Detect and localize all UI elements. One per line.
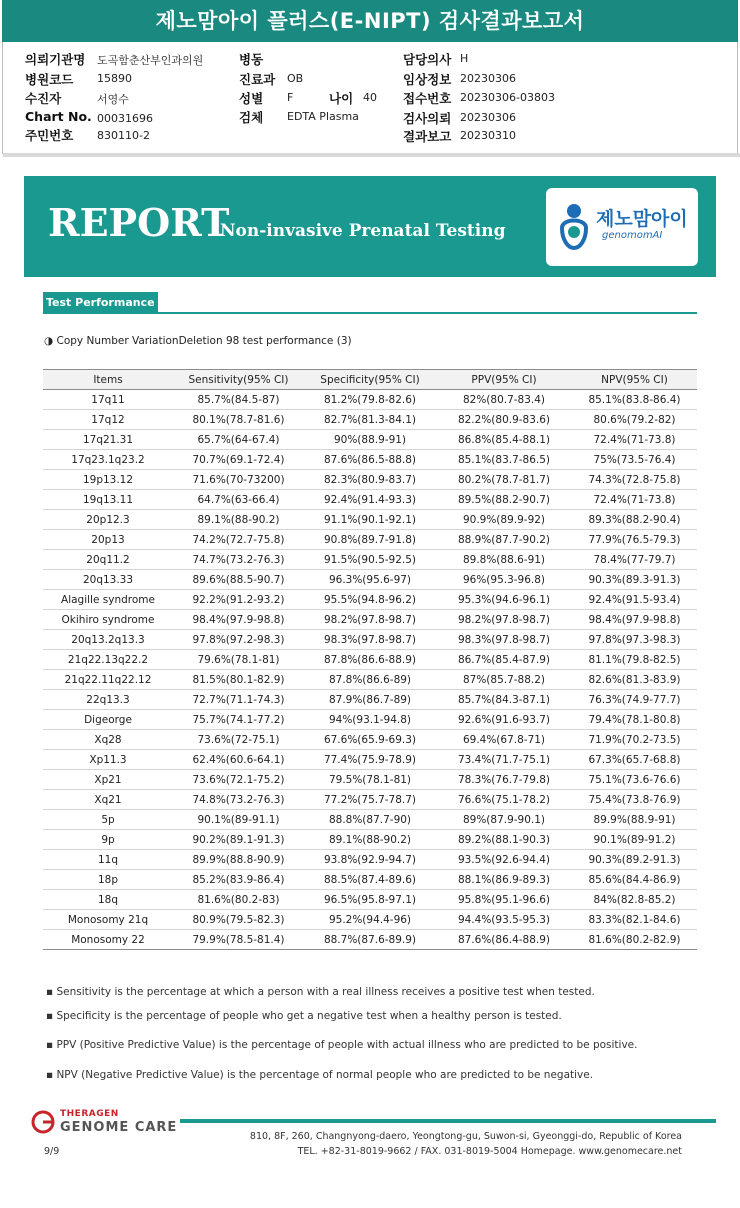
info-label: 임상정보 [403,72,452,87]
table-header-row [43,370,697,390]
table-row [43,570,697,590]
row-metric-value: 87.6%(86.5-88.8) [304,450,436,470]
banner-report-text: REPORT [48,200,230,245]
row-metric-value: 98.2%(97.8-98.7) [436,610,572,630]
row-item-label: Monosomy 22 [43,930,173,950]
row-metric-value: 74.3%(72.8-75.8) [572,470,697,490]
row-metric-value: 90.1%(89-91.1) [173,810,304,830]
row-metric-value: 67.3%(65.7-68.8) [572,750,697,770]
row-metric-value: 95.3%(94.6-96.1) [436,590,572,610]
page-number: 9/9 [44,1146,60,1157]
row-metric-value: 75.7%(74.1-77.2) [173,710,304,730]
row-metric-value: 79.6%(78.1-81) [173,650,304,670]
row-metric-value: 73.6%(72.1-75.2) [173,770,304,790]
row-item-label: 19q13.11 [43,490,173,510]
row-item-label: Xq28 [43,730,173,750]
theragen-logo-mark [30,1109,60,1135]
row-metric-value: 81.5%(80.1-82.9) [173,670,304,690]
info-box-shadow [3,153,740,157]
row-metric-value: 81.1%(79.8-82.5) [572,650,697,670]
row-metric-value: 75.1%(73.6-76.6) [572,770,697,790]
info-label: 주민번호 [25,128,74,143]
row-metric-value: 85.1%(83.7-86.5) [436,450,572,470]
row-metric-value: 74.7%(73.2-76.3) [173,550,304,570]
table-row [43,650,697,670]
table-subtitle: ◑ Copy Number VariationDeletion 98 test performance (3) [44,335,352,347]
row-item-label: 20q13.2q13.3 [43,630,173,650]
table-row [43,850,697,870]
row-metric-value: 72.7%(71.1-74.3) [173,690,304,710]
row-metric-value: 96%(95.3-96.8) [436,570,572,590]
row-metric-value: 89.1%(88-90.2) [173,510,304,530]
section-tab-test-performance: Test Performance [43,292,158,313]
table-row [43,670,697,690]
row-metric-value: 76.3%(74.9-77.7) [572,690,697,710]
row-metric-value: 81.2%(79.8-82.6) [304,390,436,410]
row-metric-value: 90.3%(89.2-91.3) [572,850,697,870]
row-metric-value: 89%(87.9-90.1) [436,810,572,830]
table-row [43,870,697,890]
logo-english-text: genomomAI [602,230,663,241]
info-label: 병원코드 [25,72,74,87]
row-item-label: Okihiro syndrome [43,610,173,630]
row-item-label: 18q [43,890,173,910]
row-metric-value: 77.9%(76.5-79.3) [572,530,697,550]
row-metric-value: 85.7%(84.3-87.1) [436,690,572,710]
row-metric-value: 96.5%(95.8-97.1) [304,890,436,910]
row-metric-value: 73.4%(71.7-75.1) [436,750,572,770]
row-metric-value: 85.7%(84.5-87) [173,390,304,410]
row-metric-value: 88.8%(87.7-90) [304,810,436,830]
row-metric-value: 82.3%(80.9-83.7) [304,470,436,490]
row-item-label: 21q22.13q22.2 [43,650,173,670]
row-item-label: Xp21 [43,770,173,790]
genomom-logo [546,188,698,266]
row-item-label: 21q22.11q22.12 [43,670,173,690]
row-metric-value: 85.2%(83.9-86.4) [173,870,304,890]
info-value: F [287,91,294,104]
table-row [43,750,697,770]
row-item-label: 22q13.3 [43,690,173,710]
info-value: 20230306-03803 [460,91,555,104]
row-item-label: 17q23.1q23.2 [43,450,173,470]
footer-logo-top: THERAGEN [60,1109,119,1119]
row-metric-value: 97.8%(97.2-98.3) [173,630,304,650]
logo-korean-text: 제노맘아이 [596,208,688,230]
table-row [43,510,697,530]
row-item-label: Xp11.3 [43,750,173,770]
row-item-label: 17q11 [43,390,173,410]
row-metric-value: 86.7%(85.4-87.9) [436,650,572,670]
row-metric-value: 90.1%(89-91.2) [572,830,697,850]
row-metric-value: 90.8%(89.7-91.8) [304,530,436,550]
row-metric-value: 77.2%(75.7-78.7) [304,790,436,810]
table-row [43,470,697,490]
row-metric-value: 93.8%(92.9-94.7) [304,850,436,870]
row-item-label: 20q11.2 [43,550,173,570]
banner-subtitle: Non-invasive Prenatal Testing [220,221,506,241]
column-header: Sensitivity(95% CI) [173,370,304,390]
row-metric-value: 90.3%(89.3-91.3) [572,570,697,590]
row-item-label: 18p [43,870,173,890]
age-label: 나이 [329,91,354,106]
table-row [43,390,697,410]
info-value: 00031696 [97,112,153,125]
genomom-mother-icon [556,202,592,252]
row-metric-value: 79.5%(78.1-81) [304,770,436,790]
row-metric-value: 80.2%(78.7-81.7) [436,470,572,490]
row-metric-value: 87%(85.7-88.2) [436,670,572,690]
info-label: 담당의사 [403,52,452,67]
info-label: 성별 [239,91,264,106]
row-metric-value: 71.6%(70-73200) [173,470,304,490]
table-row [43,790,697,810]
table-row [43,410,697,430]
table-row [43,890,697,910]
row-metric-value: 79.9%(78.5-81.4) [173,930,304,950]
note-npv: ▪ NPV (Negative Predictive Value) is the percentage of normal people who are predicted to be negative. [46,1069,594,1081]
row-metric-value: 90.9%(89.9-92) [436,510,572,530]
row-metric-value: 94.4%(93.5-95.3) [436,910,572,930]
row-item-label: Digeorge [43,710,173,730]
row-metric-value: 98.4%(97.9-98.8) [173,610,304,630]
info-value: 830110-2 [97,129,150,142]
info-value: H [460,52,469,65]
row-metric-value: 87.8%(86.6-88.9) [304,650,436,670]
row-metric-value: 82.6%(81.3-83.9) [572,670,697,690]
table-row [43,550,697,570]
info-label: 결과보고 [403,129,452,144]
row-metric-value: 92.2%(91.2-93.2) [173,590,304,610]
row-metric-value: 88.5%(87.4-89.6) [304,870,436,890]
row-metric-value: 85.6%(84.4-86.9) [572,870,697,890]
performance-table [43,369,697,950]
info-label: 검사의뢰 [403,111,452,126]
row-metric-value: 88.9%(87.7-90.2) [436,530,572,550]
row-metric-value: 92.4%(91.4-93.3) [304,490,436,510]
row-item-label: 19p13.12 [43,470,173,490]
row-metric-value: 94%(93.1-94.8) [304,710,436,730]
info-label: 병동 [239,52,264,67]
row-metric-value: 71.9%(70.2-73.5) [572,730,697,750]
row-metric-value: 82.7%(81.3-84.1) [304,410,436,430]
row-metric-value: 75%(73.5-76.4) [572,450,697,470]
row-metric-value: 81.6%(80.2-82.9) [572,930,697,950]
row-metric-value: 91.5%(90.5-92.5) [304,550,436,570]
note-ppv: ▪ PPV (Positive Predictive Value) is the percentage of people with actual illness who are predicted to be positive. [46,1039,638,1051]
info-value: 20230306 [460,111,516,124]
row-metric-value: 91.1%(90.1-92.1) [304,510,436,530]
row-item-label: Monosomy 21q [43,910,173,930]
row-metric-value: 80.1%(78.7-81.6) [173,410,304,430]
row-metric-value: 77.4%(75.9-78.9) [304,750,436,770]
info-value: 15890 [97,72,132,85]
section-divider [43,312,697,314]
row-metric-value: 74.8%(73.2-76.3) [173,790,304,810]
footer-logo-bottom: GENOME CARE [60,1120,178,1135]
row-item-label: 20p12.3 [43,510,173,530]
table-row [43,710,697,730]
column-header: Items [43,370,173,390]
table-row [43,490,697,510]
row-item-label: 20q13.33 [43,570,173,590]
footer-divider [180,1119,716,1123]
table-row [43,590,697,610]
footer-contact: TEL. +82-31-8019-9662 / FAX. 031-8019-5004 Homepage. www.genomecare.net [297,1146,682,1157]
row-metric-value: 82.2%(80.9-83.6) [436,410,572,430]
row-metric-value: 72.4%(71-73.8) [572,430,697,450]
row-item-label: 9p [43,830,173,850]
info-label: 수진자 [25,91,62,106]
info-value: 서영수 [97,93,129,106]
patient-info-box [2,42,738,154]
report-banner [24,176,716,277]
table-row [43,830,697,850]
row-metric-value: 90.2%(89.1-91.3) [173,830,304,850]
row-item-label: 20p13 [43,530,173,550]
row-item-label: 5p [43,810,173,830]
info-label: 검체 [239,110,264,125]
table-row [43,930,697,950]
row-metric-value: 88.1%(86.9-89.3) [436,870,572,890]
row-item-label: 17q21.31 [43,430,173,450]
row-metric-value: 89.9%(88.9-91) [572,810,697,830]
info-value: 20230310 [460,129,516,142]
row-item-label: 17q12 [43,410,173,430]
row-metric-value: 80.9%(79.5-82.3) [173,910,304,930]
row-metric-value: 98.4%(97.9-98.8) [572,610,697,630]
table-row [43,430,697,450]
row-metric-value: 81.6%(80.2-83) [173,890,304,910]
row-metric-value: 89.1%(88-90.2) [304,830,436,850]
row-metric-value: 95.2%(94.4-96) [304,910,436,930]
row-metric-value: 75.4%(73.8-76.9) [572,790,697,810]
table-row [43,910,697,930]
row-metric-value: 87.8%(86.6-89) [304,670,436,690]
row-metric-value: 86.8%(85.4-88.1) [436,430,572,450]
row-metric-value: 80.6%(79.2-82) [572,410,697,430]
row-metric-value: 62.4%(60.6-64.1) [173,750,304,770]
row-metric-value: 78.4%(77-79.7) [572,550,697,570]
note-specificity: ▪ Specificity is the percentage of people who get a negative test when a healthy person is tested. [46,1010,562,1022]
row-metric-value: 82%(80.7-83.4) [436,390,572,410]
column-header: Specificity(95% CI) [304,370,436,390]
row-metric-value: 97.8%(97.3-98.3) [572,630,697,650]
row-metric-value: 85.1%(83.8-86.4) [572,390,697,410]
row-metric-value: 93.5%(92.6-94.4) [436,850,572,870]
table-row [43,690,697,710]
column-header: NPV(95% CI) [572,370,697,390]
footer-address: 810, 8F, 260, Changnyong-daero, Yeongtong-gu, Suwon-si, Gyeonggi-do, Republic of Korea [249,1131,682,1142]
row-metric-value: 79.4%(78.1-80.8) [572,710,697,730]
info-value: OB [287,72,304,85]
row-metric-value: 70.7%(69.1-72.4) [173,450,304,470]
row-metric-value: 98.2%(97.8-98.7) [304,610,436,630]
table-row [43,770,697,790]
row-metric-value: 89.3%(88.2-90.4) [572,510,697,530]
row-metric-value: 87.9%(86.7-89) [304,690,436,710]
row-metric-value: 92.4%(91.5-93.4) [572,590,697,610]
row-metric-value: 78.3%(76.7-79.8) [436,770,572,790]
report-title: 제노맘아이 플러스(E-NIPT) 검사결과보고서 [2,0,738,42]
info-value: EDTA Plasma [287,110,359,123]
row-metric-value: 65.7%(64-67.4) [173,430,304,450]
row-metric-value: 87.6%(86.4-88.9) [436,930,572,950]
table-row [43,450,697,470]
row-metric-value: 64.7%(63-66.4) [173,490,304,510]
row-metric-value: 89.6%(88.5-90.7) [173,570,304,590]
row-metric-value: 67.6%(65.9-69.3) [304,730,436,750]
row-metric-value: 89.9%(88.8-90.9) [173,850,304,870]
row-metric-value: 98.3%(97.8-98.7) [304,630,436,650]
row-metric-value: 73.6%(72-75.1) [173,730,304,750]
row-metric-value: 89.2%(88.1-90.3) [436,830,572,850]
row-metric-value: 76.6%(75.1-78.2) [436,790,572,810]
info-label: Chart No. [25,109,92,124]
table-row [43,730,697,750]
table-row [43,610,697,630]
row-item-label: Alagille syndrome [43,590,173,610]
row-metric-value: 89.5%(88.2-90.7) [436,490,572,510]
row-metric-value: 84%(82.8-85.2) [572,890,697,910]
age-value: 40 [363,91,377,104]
row-metric-value: 69.4%(67.8-71) [436,730,572,750]
info-value: 20230306 [460,72,516,85]
table-row [43,530,697,550]
row-item-label: 11q [43,850,173,870]
row-metric-value: 74.2%(72.7-75.8) [173,530,304,550]
row-metric-value: 72.4%(71-73.8) [572,490,697,510]
row-metric-value: 89.8%(88.6-91) [436,550,572,570]
row-metric-value: 83.3%(82.1-84.6) [572,910,697,930]
row-metric-value: 90%(88.9-91) [304,430,436,450]
info-label: 의뢰기관명 [25,52,86,67]
row-metric-value: 95.8%(95.1-96.6) [436,890,572,910]
row-metric-value: 95.5%(94.8-96.2) [304,590,436,610]
info-label: 진료과 [239,72,276,87]
row-metric-value: 88.7%(87.6-89.9) [304,930,436,950]
note-sensitivity: ▪ Sensitivity is the percentage at which a person with a real illness receives a positive test when tested. [46,986,595,998]
table-row [43,630,697,650]
row-item-label: Xq21 [43,790,173,810]
row-metric-value: 98.3%(97.8-98.7) [436,630,572,650]
info-label: 접수번호 [403,91,452,106]
column-header: PPV(95% CI) [436,370,572,390]
info-value: 도곡함춘산부인과의원 [97,54,204,67]
table-row [43,810,697,830]
row-metric-value: 96.3%(95.6-97) [304,570,436,590]
row-metric-value: 92.6%(91.6-93.7) [436,710,572,730]
